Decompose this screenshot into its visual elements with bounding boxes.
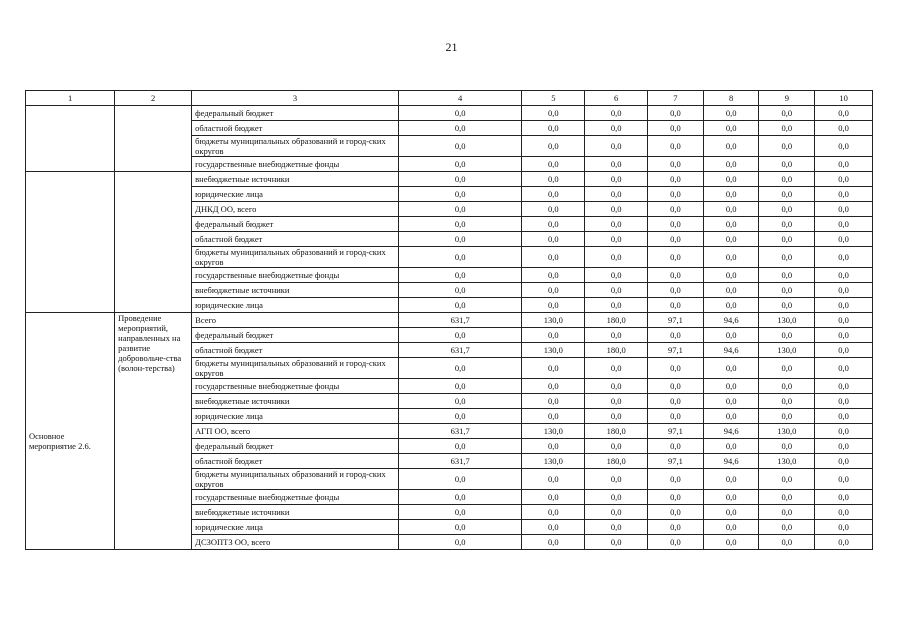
value-cell: 0,0	[648, 283, 704, 298]
value-cell: 0,0	[703, 358, 759, 379]
value-cell: 0,0	[815, 136, 873, 157]
value-cell: 0,0	[759, 298, 815, 313]
value-cell: 0,0	[522, 106, 585, 121]
value-cell: 0,0	[648, 136, 704, 157]
value-cell: 0,0	[585, 121, 648, 136]
value-cell: 0,0	[703, 121, 759, 136]
value-cell: 0,0	[585, 268, 648, 283]
value-cell: 0,0	[703, 172, 759, 187]
value-cell: 94,6	[703, 454, 759, 469]
funding-source-label: государственные внебюджетные фонды	[192, 157, 399, 172]
funding-source-label: юридические лица	[192, 409, 399, 424]
funding-source-label: Всего	[192, 313, 399, 328]
table-row	[26, 106, 873, 121]
value-cell: 0,0	[648, 505, 704, 520]
value-cell: 0,0	[703, 202, 759, 217]
value-cell: 0,0	[522, 121, 585, 136]
value-cell: 0,0	[648, 187, 704, 202]
value-cell: 0,0	[398, 202, 522, 217]
value-cell: 0,0	[522, 232, 585, 247]
funding-source-label: областной бюджет	[192, 121, 399, 136]
value-cell: 0,0	[522, 328, 585, 343]
funding-source-label: федеральный бюджет	[192, 439, 399, 454]
value-cell: 0,0	[585, 157, 648, 172]
value-cell: 0,0	[815, 328, 873, 343]
funding-source-label: бюджеты муниципальных образований и город-ских округов	[192, 136, 399, 157]
value-cell: 0,0	[398, 409, 522, 424]
value-cell: 0,0	[759, 187, 815, 202]
value-cell: 0,0	[759, 232, 815, 247]
value-cell: 0,0	[398, 106, 522, 121]
column-number-header: 3	[192, 91, 399, 106]
funding-source-label: юридические лица	[192, 187, 399, 202]
value-cell: 94,6	[703, 424, 759, 439]
value-cell: 180,0	[585, 424, 648, 439]
value-cell: 0,0	[648, 247, 704, 268]
value-cell: 0,0	[703, 298, 759, 313]
value-cell: 0,0	[815, 490, 873, 505]
column-number-header: 1	[26, 91, 115, 106]
value-cell: 130,0	[759, 313, 815, 328]
value-cell: 0,0	[815, 535, 873, 550]
value-cell: 0,0	[585, 409, 648, 424]
funding-source-label: государственные внебюджетные фонды	[192, 379, 399, 394]
value-cell: 0,0	[585, 328, 648, 343]
value-cell: 0,0	[648, 358, 704, 379]
value-cell: 0,0	[703, 535, 759, 550]
value-cell: 94,6	[703, 343, 759, 358]
funding-source-label: областной бюджет	[192, 343, 399, 358]
value-cell: 0,0	[585, 232, 648, 247]
value-cell: 0,0	[703, 232, 759, 247]
value-cell: 631,7	[398, 343, 522, 358]
funding-source-label: областной бюджет	[192, 232, 399, 247]
main-measure-cell	[26, 313, 115, 550]
value-cell: 631,7	[398, 454, 522, 469]
funding-source-label: областной бюджет	[192, 454, 399, 469]
value-cell: 0,0	[815, 172, 873, 187]
value-cell: 0,0	[585, 439, 648, 454]
value-cell: 130,0	[759, 424, 815, 439]
value-cell: 0,0	[522, 490, 585, 505]
funding-source-label: федеральный бюджет	[192, 217, 399, 232]
value-cell: 0,0	[585, 535, 648, 550]
value-cell: 0,0	[398, 217, 522, 232]
value-cell: 0,0	[398, 358, 522, 379]
value-cell: 0,0	[398, 469, 522, 490]
value-cell: 0,0	[522, 439, 585, 454]
value-cell: 0,0	[759, 202, 815, 217]
value-cell: 0,0	[759, 121, 815, 136]
value-cell: 0,0	[648, 520, 704, 535]
value-cell: 0,0	[398, 283, 522, 298]
value-cell: 0,0	[522, 157, 585, 172]
value-cell: 0,0	[398, 535, 522, 550]
value-cell: 180,0	[585, 454, 648, 469]
value-cell: 0,0	[648, 439, 704, 454]
value-cell: 0,0	[815, 343, 873, 358]
table-row	[26, 172, 873, 187]
value-cell: 0,0	[815, 394, 873, 409]
value-cell: 0,0	[759, 490, 815, 505]
value-cell: 0,0	[703, 439, 759, 454]
value-cell: 0,0	[648, 469, 704, 490]
column-number-header: 6	[585, 91, 648, 106]
value-cell: 0,0	[585, 469, 648, 490]
value-cell: 0,0	[648, 409, 704, 424]
value-cell: 0,0	[703, 268, 759, 283]
value-cell: 0,0	[759, 520, 815, 535]
value-cell: 0,0	[815, 358, 873, 379]
value-cell: 0,0	[815, 424, 873, 439]
column-number-header: 7	[648, 91, 704, 106]
table-body	[26, 91, 873, 550]
value-cell: 180,0	[585, 343, 648, 358]
value-cell: 130,0	[759, 454, 815, 469]
value-cell: 0,0	[759, 328, 815, 343]
funding-source-label: государственные внебюджетные фонды	[192, 268, 399, 283]
value-cell: 0,0	[522, 268, 585, 283]
value-cell: 0,0	[585, 283, 648, 298]
value-cell: 0,0	[815, 202, 873, 217]
column-number-header: 2	[115, 91, 192, 106]
value-cell: 0,0	[522, 298, 585, 313]
funding-source-label: государственные внебюджетные фонды	[192, 490, 399, 505]
value-cell: 0,0	[703, 283, 759, 298]
value-cell: 0,0	[648, 217, 704, 232]
value-cell: 0,0	[522, 358, 585, 379]
value-cell: 0,0	[522, 217, 585, 232]
value-cell: 0,0	[703, 187, 759, 202]
value-cell: 0,0	[759, 157, 815, 172]
value-cell: 0,0	[815, 106, 873, 121]
value-cell: 0,0	[703, 247, 759, 268]
column-number-header: 8	[703, 91, 759, 106]
value-cell: 0,0	[648, 490, 704, 505]
value-cell: 0,0	[759, 358, 815, 379]
value-cell: 0,0	[522, 379, 585, 394]
value-cell: 0,0	[585, 490, 648, 505]
column-number-header: 5	[522, 91, 585, 106]
value-cell: 0,0	[648, 298, 704, 313]
value-cell: 0,0	[759, 535, 815, 550]
value-cell: 0,0	[815, 217, 873, 232]
activity-cell	[115, 172, 192, 313]
value-cell: 97,1	[648, 343, 704, 358]
value-cell: 0,0	[522, 409, 585, 424]
value-cell: 0,0	[398, 298, 522, 313]
value-cell: 130,0	[522, 454, 585, 469]
funding-source-label: бюджеты муниципальных образований и город-ских округов	[192, 358, 399, 379]
value-cell: 0,0	[815, 454, 873, 469]
activity-description: Проведение мероприятий, направленных на развитие добровольче-ства (волон-терства)	[115, 313, 192, 550]
value-cell: 0,0	[815, 469, 873, 490]
value-cell: 0,0	[759, 409, 815, 424]
value-cell: 0,0	[522, 520, 585, 535]
value-cell: 0,0	[522, 505, 585, 520]
value-cell: 0,0	[648, 535, 704, 550]
funding-source-label: внебюджетные источники	[192, 394, 399, 409]
value-cell: 0,0	[759, 469, 815, 490]
value-cell: 97,1	[648, 313, 704, 328]
value-cell: 0,0	[815, 247, 873, 268]
value-cell: 0,0	[398, 172, 522, 187]
funding-source-label: ДСЗОПТЗ ОО, всего	[192, 535, 399, 550]
value-cell: 0,0	[703, 157, 759, 172]
measure-cell	[26, 172, 115, 313]
page-number: 21	[445, 40, 458, 54]
value-cell: 0,0	[648, 172, 704, 187]
funding-source-label: АГП ОО, всего	[192, 424, 399, 439]
value-cell: 631,7	[398, 424, 522, 439]
value-cell: 0,0	[585, 520, 648, 535]
value-cell: 130,0	[522, 424, 585, 439]
value-cell: 0,0	[585, 106, 648, 121]
value-cell: 0,0	[703, 106, 759, 121]
value-cell: 0,0	[703, 409, 759, 424]
value-cell: 130,0	[522, 343, 585, 358]
funding-source-label: внебюджетные источники	[192, 172, 399, 187]
column-number-header: 10	[815, 91, 873, 106]
funding-source-label: федеральный бюджет	[192, 328, 399, 343]
funding-source-label: ДНКД ОО, всего	[192, 202, 399, 217]
value-cell: 0,0	[522, 172, 585, 187]
value-cell: 0,0	[703, 379, 759, 394]
value-cell: 0,0	[522, 469, 585, 490]
value-cell: 0,0	[522, 187, 585, 202]
value-cell: 0,0	[585, 505, 648, 520]
value-cell: 97,1	[648, 454, 704, 469]
value-cell: 0,0	[585, 298, 648, 313]
value-cell: 0,0	[815, 313, 873, 328]
value-cell: 631,7	[398, 313, 522, 328]
column-number-header: 9	[759, 91, 815, 106]
value-cell: 0,0	[585, 358, 648, 379]
value-cell: 0,0	[703, 490, 759, 505]
value-cell: 0,0	[815, 379, 873, 394]
column-number-header: 4	[398, 91, 522, 106]
measure-cell	[26, 106, 115, 172]
value-cell: 0,0	[703, 136, 759, 157]
value-cell: 0,0	[815, 121, 873, 136]
activity-cell	[115, 106, 192, 172]
funding-source-label: федеральный бюджет	[192, 106, 399, 121]
funding-source-label: внебюджетные источники	[192, 505, 399, 520]
value-cell: 0,0	[815, 409, 873, 424]
funding-source-label: бюджеты муниципальных образований и город-ских округов	[192, 469, 399, 490]
value-cell: 0,0	[703, 520, 759, 535]
value-cell: 0,0	[759, 268, 815, 283]
value-cell: 0,0	[398, 136, 522, 157]
value-cell: 0,0	[815, 268, 873, 283]
value-cell: 0,0	[759, 172, 815, 187]
value-cell: 0,0	[522, 283, 585, 298]
value-cell: 0,0	[522, 202, 585, 217]
value-cell: 0,0	[398, 157, 522, 172]
value-cell: 0,0	[648, 157, 704, 172]
value-cell: 0,0	[759, 379, 815, 394]
value-cell: 130,0	[759, 343, 815, 358]
value-cell: 0,0	[759, 394, 815, 409]
value-cell: 0,0	[648, 232, 704, 247]
value-cell: 0,0	[759, 106, 815, 121]
value-cell: 0,0	[703, 505, 759, 520]
header-row	[26, 91, 873, 106]
value-cell: 0,0	[759, 283, 815, 298]
value-cell: 0,0	[759, 136, 815, 157]
funding-source-label: бюджеты муниципальных образований и город-ских округов	[192, 247, 399, 268]
value-cell: 0,0	[703, 217, 759, 232]
value-cell: 0,0	[648, 121, 704, 136]
value-cell: 0,0	[398, 379, 522, 394]
value-cell: 0,0	[398, 328, 522, 343]
value-cell: 0,0	[522, 394, 585, 409]
value-cell: 0,0	[398, 505, 522, 520]
value-cell: 94,6	[703, 313, 759, 328]
value-cell: 0,0	[759, 247, 815, 268]
value-cell: 0,0	[585, 217, 648, 232]
value-cell: 0,0	[648, 268, 704, 283]
value-cell: 0,0	[815, 283, 873, 298]
value-cell: 0,0	[522, 136, 585, 157]
main-measure-label: Основное мероприятие 2.6.	[29, 431, 91, 451]
value-cell: 0,0	[648, 106, 704, 121]
value-cell: 0,0	[759, 505, 815, 520]
funding-source-label: юридические лица	[192, 520, 399, 535]
value-cell: 0,0	[398, 187, 522, 202]
value-cell: 0,0	[585, 172, 648, 187]
value-cell: 0,0	[585, 247, 648, 268]
value-cell: 0,0	[648, 328, 704, 343]
value-cell: 0,0	[815, 505, 873, 520]
value-cell: 0,0	[398, 247, 522, 268]
value-cell: 0,0	[398, 490, 522, 505]
value-cell: 0,0	[398, 439, 522, 454]
value-cell: 0,0	[522, 535, 585, 550]
value-cell: 0,0	[703, 394, 759, 409]
value-cell: 0,0	[815, 520, 873, 535]
value-cell: 0,0	[759, 439, 815, 454]
value-cell: 0,0	[398, 121, 522, 136]
value-cell: 0,0	[585, 394, 648, 409]
value-cell: 0,0	[648, 202, 704, 217]
value-cell: 0,0	[585, 187, 648, 202]
value-cell: 130,0	[522, 313, 585, 328]
value-cell: 0,0	[703, 469, 759, 490]
value-cell: 0,0	[648, 394, 704, 409]
funding-source-label: юридические лица	[192, 298, 399, 313]
value-cell: 180,0	[585, 313, 648, 328]
value-cell: 0,0	[585, 136, 648, 157]
value-cell: 0,0	[398, 394, 522, 409]
value-cell: 0,0	[815, 157, 873, 172]
budget-table	[25, 90, 873, 550]
value-cell: 0,0	[585, 379, 648, 394]
value-cell: 0,0	[585, 202, 648, 217]
value-cell: 97,1	[648, 424, 704, 439]
value-cell: 0,0	[815, 298, 873, 313]
value-cell: 0,0	[759, 217, 815, 232]
value-cell: 0,0	[815, 439, 873, 454]
value-cell: 0,0	[398, 520, 522, 535]
table-row	[26, 313, 873, 328]
value-cell: 0,0	[648, 379, 704, 394]
value-cell: 0,0	[398, 268, 522, 283]
value-cell: 0,0	[522, 247, 585, 268]
value-cell: 0,0	[815, 232, 873, 247]
value-cell: 0,0	[815, 187, 873, 202]
value-cell: 0,0	[398, 232, 522, 247]
funding-source-label: внебюджетные источники	[192, 283, 399, 298]
value-cell: 0,0	[703, 328, 759, 343]
